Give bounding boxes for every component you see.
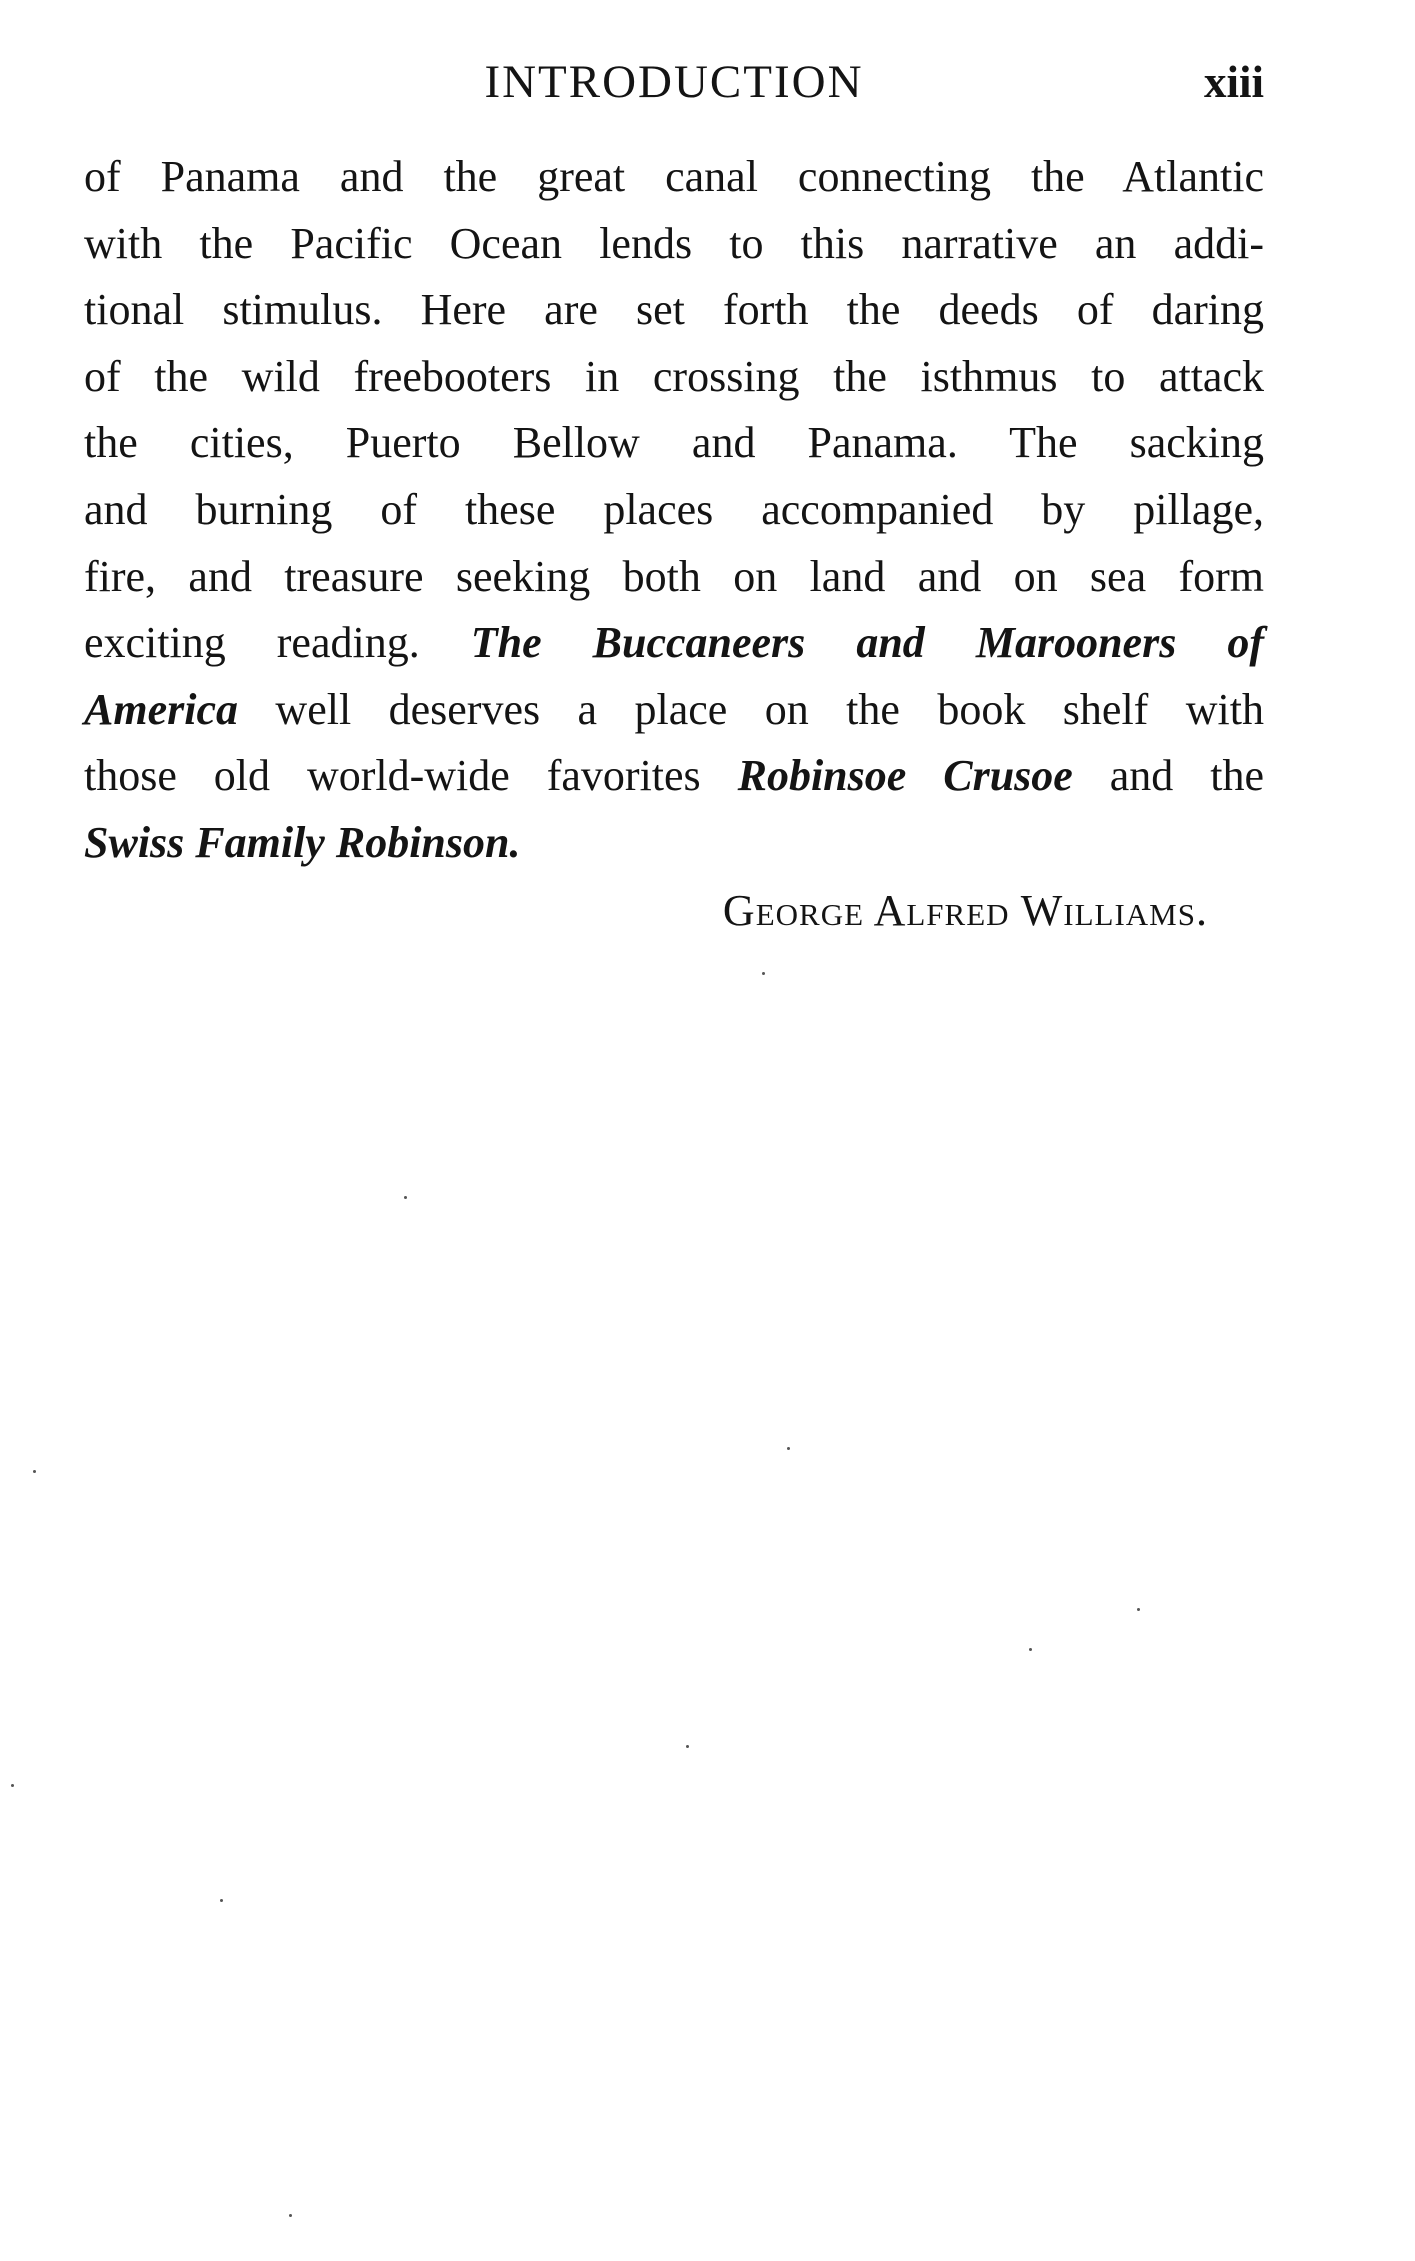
book-title-italic: America xyxy=(84,684,238,734)
text-line: of the wild freebooters in crossing the isthmus to attack xyxy=(84,351,1264,401)
book-title-italic: Swiss Family Robinson. xyxy=(84,817,521,867)
scan-speck xyxy=(404,1196,407,1199)
text-line: tional stimulus. Here are set forth the deeds of daring xyxy=(84,285,1264,335)
text-line: fire, and treasure seeking both on land and on sea form xyxy=(84,551,1264,601)
scan-speck xyxy=(289,2214,292,2217)
text-fragment: well deserves a place on the book shelf with xyxy=(237,684,1264,734)
text-line: and burning of these places accompanied by pillage, xyxy=(84,484,1264,534)
text-line xyxy=(84,743,1264,810)
scan-speck xyxy=(762,972,765,975)
author-signature: George Alfred Williams. xyxy=(722,886,1208,935)
running-title: INTRODUCTION xyxy=(484,56,864,108)
book-title-italic: Robinsoe Crusoe xyxy=(737,751,1073,801)
scan-speck xyxy=(33,1470,36,1473)
text-line: of Panama and the great canal connecting the Atlantic xyxy=(84,152,1264,201)
text-fragment: exciting reading. xyxy=(84,618,471,668)
scan-speck xyxy=(1029,1648,1032,1651)
text-fragment: those old world-wide favorites xyxy=(84,751,738,801)
text-line: with the Pacific Ocean lends to this narrative an addi- xyxy=(84,218,1264,268)
scan-speck xyxy=(686,1745,689,1748)
running-head xyxy=(84,52,1264,112)
body-paragraph xyxy=(84,144,1264,877)
text-line xyxy=(84,677,1264,744)
scan-speck xyxy=(787,1447,790,1450)
scan-speck xyxy=(220,1899,223,1902)
text-line xyxy=(84,610,1264,677)
text-line xyxy=(84,810,1264,877)
text-line: the cities, Puerto Bellow and Panama. The sacking xyxy=(84,418,1264,468)
scan-speck xyxy=(11,1784,14,1787)
text-fragment: and the xyxy=(1072,751,1264,801)
scan-speck xyxy=(1137,1608,1140,1611)
page-number: xiii xyxy=(1203,57,1264,107)
book-title-italic: The Buccaneers and Marooners of xyxy=(470,618,1264,668)
